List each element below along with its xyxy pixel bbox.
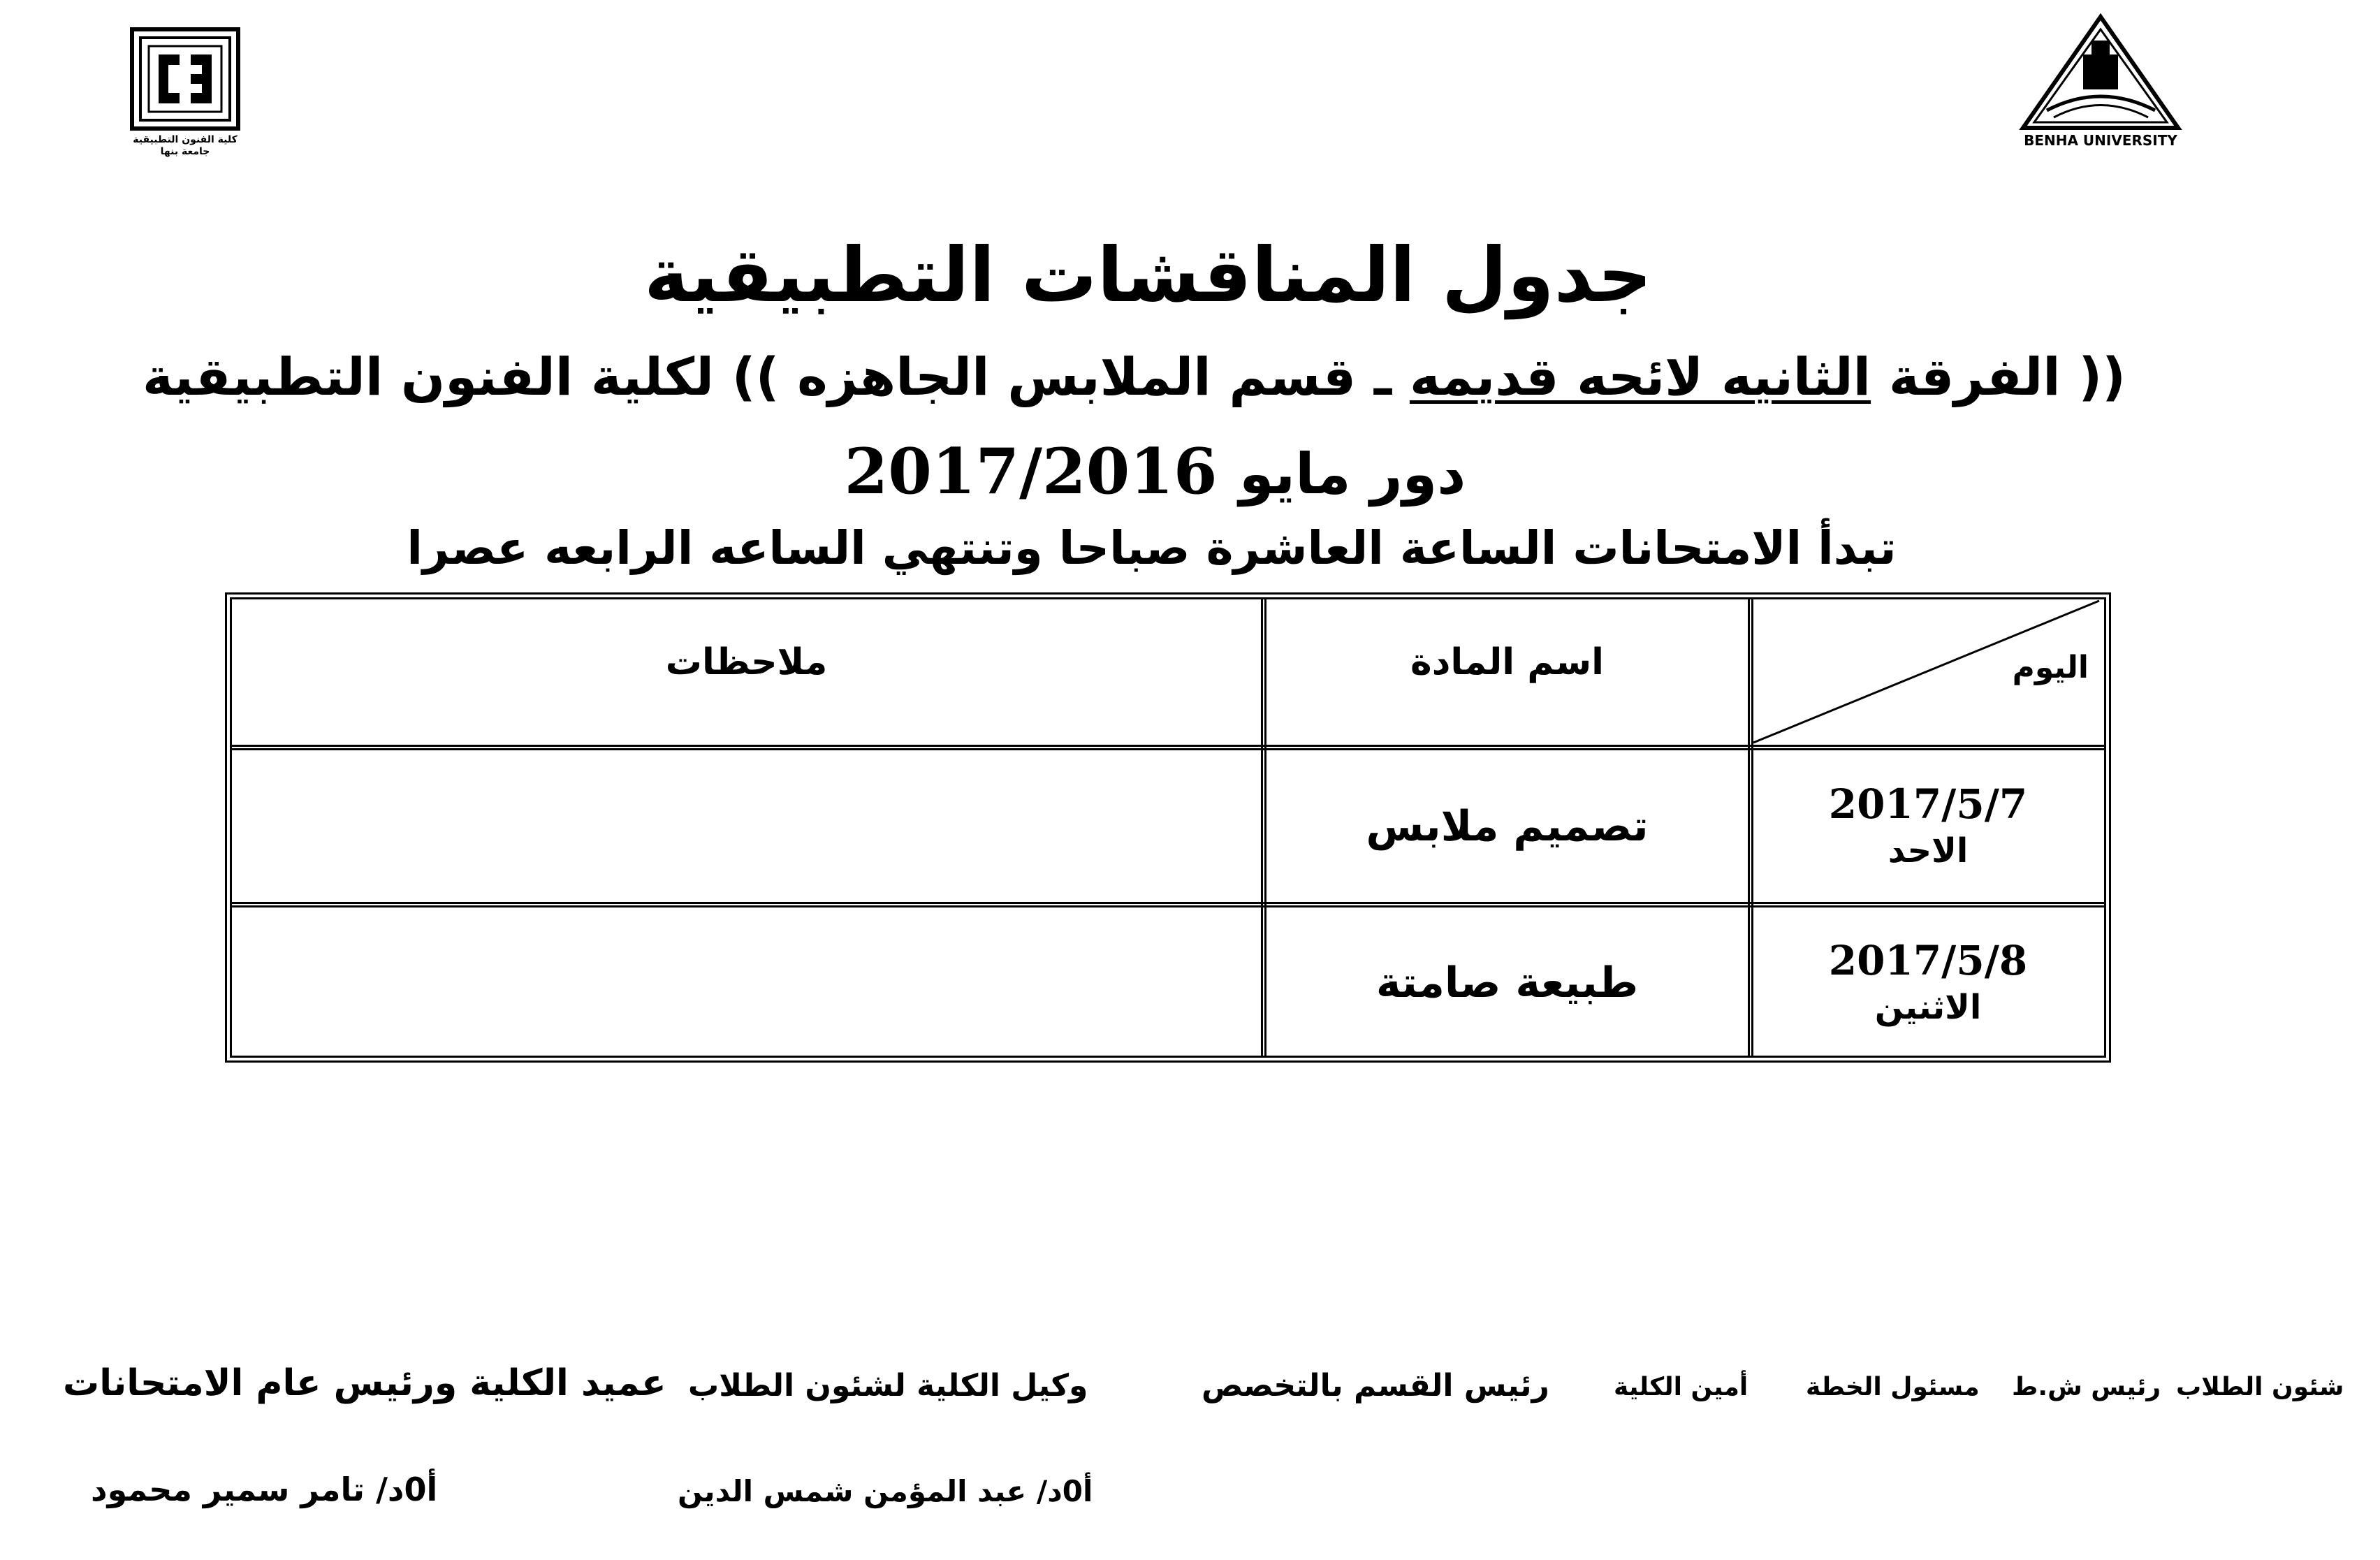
header-notes: ملاحظات xyxy=(665,641,828,683)
header-day: اليوم xyxy=(2012,650,2089,685)
faculty-logo-caption-2: جامعة بنها xyxy=(160,145,210,157)
faculty-logo xyxy=(129,27,241,166)
header-day-cell xyxy=(1753,599,2103,745)
row-1-dayname: الاحد xyxy=(1888,831,1969,870)
page-subtitle xyxy=(0,342,2324,412)
row-separator xyxy=(232,745,2104,750)
dean-name: أ0د/ تامر سمير محمود xyxy=(91,1471,438,1508)
schedule-table xyxy=(225,592,2111,1063)
table-row-1-day xyxy=(1753,750,2103,902)
column-separator xyxy=(1261,599,1266,1056)
row-1-date: 2017/5/7 xyxy=(1828,780,2028,828)
row-1-subject: تصميم ملابس xyxy=(1366,801,1649,851)
session-year: 2017/2016 xyxy=(844,435,1218,509)
subtitle-part-1: (( الفرقة xyxy=(1871,347,2126,407)
subtitle-underlined: الثانيه لائحه قديمه xyxy=(1409,347,1871,407)
subtitle-part-2: ـ قسم الملابس الجاهزه )) لكلية الفنون التطبيقية xyxy=(142,347,1410,407)
faculty-logo-caption-1: كلية الفنون التطبيقية xyxy=(133,134,238,145)
session-label: دور مايو xyxy=(1239,442,1466,506)
university-logo-mark xyxy=(2019,13,2183,159)
schedule-table-grid xyxy=(230,597,2106,1058)
row-2-date: 2017/5/8 xyxy=(1828,936,2028,984)
sig-plan-officer: مسئول الخطة xyxy=(1806,1373,1980,1401)
sig-dean: عميد الكلية ورئيس عام الامتحانات xyxy=(63,1362,666,1404)
table-row-2-day xyxy=(1753,907,2103,1058)
exam-session xyxy=(0,430,2345,516)
sig-head-ssh: رئيس ش.ط xyxy=(2012,1373,2161,1401)
header-subject: اسم المادة xyxy=(1410,641,1604,683)
faculty-logo-mark xyxy=(129,27,241,131)
sig-dept-head: رئيس القسم بالتخصص xyxy=(1202,1368,1549,1404)
row-2-subject: طبيعة صامتة xyxy=(1375,958,1639,1007)
university-logo-caption: BENHA UNIVERSITY xyxy=(2024,132,2177,149)
sig-vice-dean: وكيل الكلية لشئون الطلاب xyxy=(688,1368,1088,1404)
row-2-dayname: الاثنين xyxy=(1874,987,1982,1027)
row-separator xyxy=(232,902,2104,907)
column-separator xyxy=(1748,599,1753,1056)
exam-hours-note: تبدأ الامتحانات الساعة العاشرة صباحا وتنتهي الساعه الرابعه عصرا xyxy=(407,521,1897,575)
sig-faculty-secretary: أمين الكلية xyxy=(1614,1373,1749,1401)
row-2-notes xyxy=(232,907,1261,1058)
page-title: جدول المناقشات التطبيقية xyxy=(644,232,1652,319)
row-1-notes xyxy=(232,750,1261,902)
vice-dean-name: أ0د/ عبد المؤمن شمس الدين xyxy=(678,1474,1093,1508)
university-logo xyxy=(2019,13,2183,159)
sig-student-affairs: شئون الطلاب xyxy=(2176,1373,2344,1401)
